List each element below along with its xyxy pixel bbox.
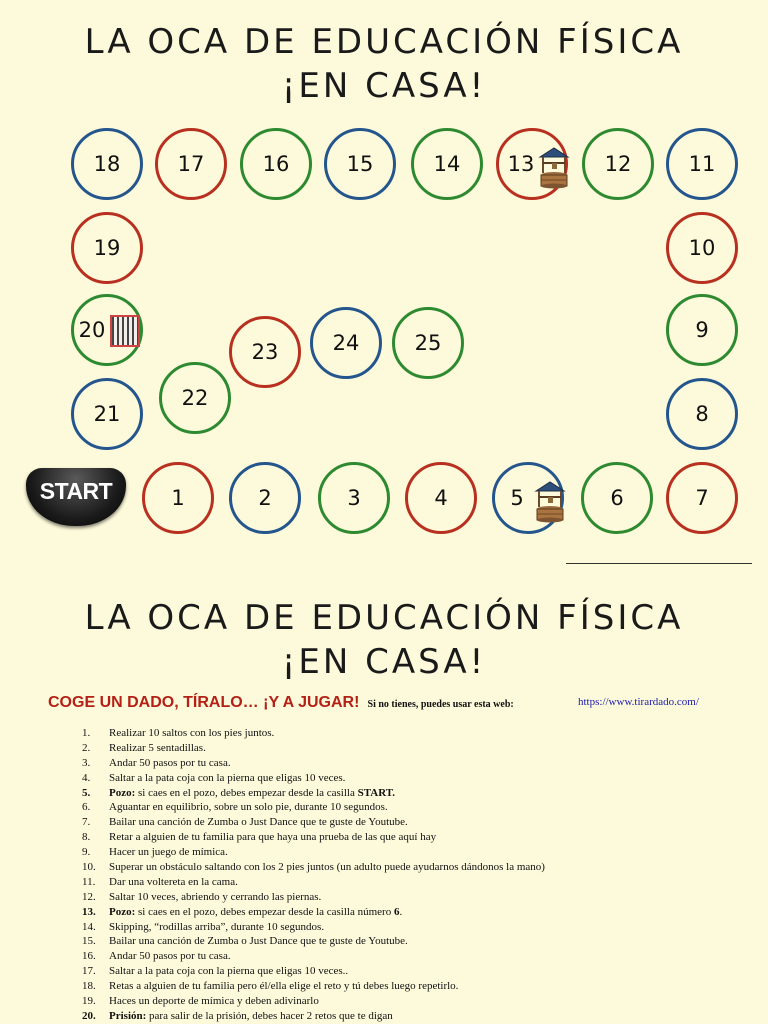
rule-text <box>109 756 231 771</box>
rule-number: 6. <box>82 801 91 814</box>
rule-text <box>109 875 238 890</box>
rule-text <box>109 726 274 741</box>
rule-text <box>109 741 206 756</box>
rule-number: 5. <box>82 786 91 799</box>
rule-number: 7. <box>82 816 91 829</box>
cell-number: 1 <box>171 486 185 510</box>
rule-number: 13. <box>82 905 96 918</box>
tagline-note: Si no tienes, puedes usar esta web: <box>367 699 514 710</box>
rule-description: Realizar 5 sentadillas. <box>109 741 206 754</box>
board-cell-10 <box>666 212 738 284</box>
rule-number: 19. <box>82 995 96 1008</box>
rule-number: 15. <box>82 935 96 948</box>
board-cell-18 <box>71 128 143 200</box>
board-cell-25 <box>392 307 464 379</box>
rule-number: 14. <box>82 920 96 933</box>
rule-number: 3. <box>82 756 91 769</box>
rule-number: 1. <box>82 727 91 739</box>
rule-description: Bailar una canción de Zumba o Just Dance que te guste de Youtube. <box>109 935 408 948</box>
board-cell-23 <box>229 316 301 388</box>
board-title-line2: ¡EN CASA! <box>281 66 487 106</box>
board-title-line1: LA OCA DE EDUCACIÓN FÍSICA <box>84 22 684 62</box>
rule-text <box>109 905 402 920</box>
rule-text <box>109 890 321 905</box>
rule-description: Hacer un juego de mímica. <box>109 846 228 859</box>
rule-number: 12. <box>82 890 96 903</box>
cell-number: 21 <box>93 402 121 426</box>
rule-text <box>109 800 388 815</box>
instructions-title-line2: ¡EN CASA! <box>281 642 487 682</box>
rule-description: Dar una voltereta en la cama. <box>109 875 238 888</box>
cell-number: 24 <box>332 331 360 355</box>
board-cell-16 <box>240 128 312 200</box>
board-cell-21 <box>71 378 143 450</box>
rule-text <box>109 964 348 979</box>
rule-keyword: Prisión: <box>109 1009 147 1022</box>
cell-number: 7 <box>695 486 709 510</box>
rule-text <box>109 979 458 994</box>
board-cell-3 <box>318 462 390 534</box>
rule-keyword: 6 <box>393 905 400 918</box>
rule-description: Saltar 10 veces, abriendo y cerrando las piernas. <box>109 890 322 903</box>
rule-number: 11. <box>82 875 96 888</box>
instructions-title-line1: LA OCA DE EDUCACIÓN FÍSICA <box>84 598 684 638</box>
board-cell-22 <box>159 362 231 434</box>
board-cell-12 <box>582 128 654 200</box>
cell-number: 25 <box>414 331 442 355</box>
rule-number: 4. <box>82 771 91 784</box>
cell-number: 13 <box>507 152 535 176</box>
cell-number: 11 <box>688 152 716 176</box>
rule-description: para salir de la prisión, debes hacer 2 retos que te digan <box>146 1009 393 1022</box>
board-cell-2 <box>229 462 301 534</box>
rule-text <box>109 860 545 875</box>
rule-number: 20. <box>82 1009 96 1022</box>
start-button[interactable]: START <box>26 468 126 526</box>
rule-number: 9. <box>82 846 91 859</box>
rule-description: . <box>399 905 403 918</box>
rule-description: Andar 50 pasos por tu casa. <box>109 950 231 963</box>
cell-number: 3 <box>347 486 361 510</box>
cell-number: 18 <box>93 152 121 176</box>
divider-line <box>566 563 752 564</box>
cell-number: 2 <box>258 486 272 510</box>
cell-number: 4 <box>434 486 448 510</box>
rule-description: Andar 50 pasos por tu casa. <box>109 756 231 769</box>
cell-number: 15 <box>346 152 374 176</box>
cell-number: 16 <box>262 152 290 176</box>
board-cell-15 <box>324 128 396 200</box>
board-cell-20 <box>71 294 143 366</box>
rule-number: 8. <box>82 831 91 844</box>
cell-number: 23 <box>251 340 279 364</box>
board-cell-4 <box>405 462 477 534</box>
board-cell-7 <box>666 462 738 534</box>
cell-number: 14 <box>433 152 461 176</box>
rule-description: Retar a alguien de tu familia para que haya una prueba de las que aquí hay <box>109 831 437 844</box>
rule-number: 16. <box>82 950 96 963</box>
rule-text <box>109 949 231 964</box>
rule-description: Skipping, “rodillas arriba”, durante 10 segundos. <box>109 920 325 933</box>
board-cell-17 <box>155 128 227 200</box>
rule-text <box>109 1009 393 1024</box>
tagline <box>48 692 514 712</box>
rule-keyword: Pozo: <box>109 786 136 799</box>
rule-number: 17. <box>82 965 96 978</box>
cell-number: 10 <box>688 236 716 260</box>
rule-text <box>109 845 228 860</box>
board-cell-19 <box>71 212 143 284</box>
well-icon <box>537 145 571 189</box>
rule-number: 18. <box>82 980 96 993</box>
rule-description: Haces un deporte de mímica y deben adivinarlo <box>109 995 319 1008</box>
rule-keyword: START. <box>357 786 396 799</box>
rule-text <box>109 786 395 801</box>
rule-text <box>109 815 408 830</box>
dice-website-link[interactable]: https://www.tirardado.com/ <box>578 696 699 708</box>
cell-number: 19 <box>93 236 121 260</box>
rule-text <box>109 771 345 786</box>
rule-description: Realizar 10 saltos con los pies juntos. <box>109 727 275 739</box>
rule-text <box>109 920 324 935</box>
tagline-main: COGE UN DADO, TÍRALO… ¡Y A JUGAR! <box>48 694 360 711</box>
rule-text <box>109 934 408 949</box>
cell-number: 17 <box>177 152 205 176</box>
cell-number: 5 <box>510 486 524 510</box>
board-cell-9 <box>666 294 738 366</box>
cell-number: 22 <box>181 386 209 410</box>
board-cell-1 <box>142 462 214 534</box>
board-cell-6 <box>581 462 653 534</box>
rule-description: Saltar a la pata coja con la pierna que eligas 10 veces.. <box>109 965 349 978</box>
cell-number: 20 <box>78 318 106 342</box>
board-cell-8 <box>666 378 738 450</box>
rule-description: Aguantar en equilibrio, sobre un solo pie, durante 10 segundos. <box>109 801 388 814</box>
rule-description: Saltar a la pata coja con la pierna que eligas 10 veces. <box>109 771 346 784</box>
board-cell-11 <box>666 128 738 200</box>
rule-text <box>109 994 319 1009</box>
board-cell-5 <box>492 462 564 534</box>
board-cell-13 <box>496 128 568 200</box>
rule-description: si caes en el pozo, debes empezar desde la casilla <box>135 786 358 799</box>
rule-number: 2. <box>82 741 91 754</box>
board-cell-14 <box>411 128 483 200</box>
prison-cage-icon <box>110 315 140 347</box>
rule-description: si caes en el pozo, debes empezar desde la casilla número <box>135 905 394 918</box>
cell-number: 12 <box>604 152 632 176</box>
rule-description: Bailar una canción de Zumba o Just Dance que te guste de Youtube. <box>109 816 408 829</box>
rule-description: Retas a alguien de tu familia pero él/ella elige el reto y tú debes luego repetirlo. <box>109 980 459 993</box>
board-cell-24 <box>310 307 382 379</box>
well-icon <box>533 479 567 523</box>
rule-description: Superar un obstáculo saltando con los 2 pies juntos (un adulto puede ayudarnos dándonos la mano) <box>109 861 545 874</box>
cell-number: 9 <box>695 318 709 342</box>
rule-text <box>109 830 436 845</box>
cell-number: 6 <box>610 486 624 510</box>
rule-keyword: Pozo: <box>109 905 136 918</box>
cell-number: 8 <box>695 402 709 426</box>
rule-number: 10. <box>82 861 96 874</box>
